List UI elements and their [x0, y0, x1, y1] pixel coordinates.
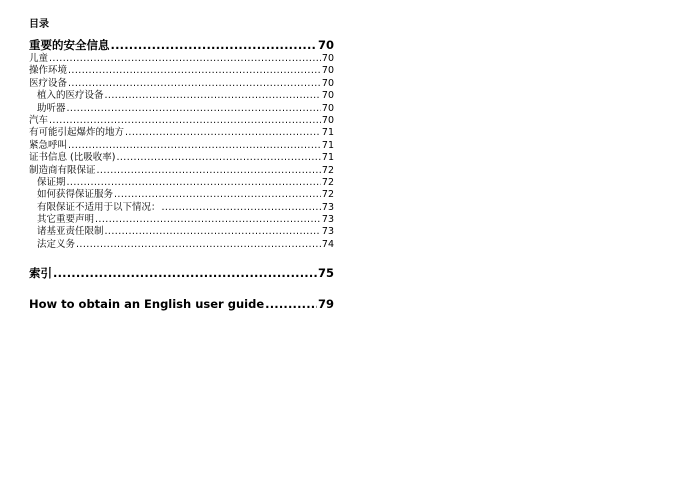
dot-leader [105, 90, 321, 102]
dot-leader [53, 266, 317, 281]
toc-entry-page-number: 71 [321, 139, 334, 151]
toc-entry[interactable] [29, 90, 334, 102]
toc-entry-page-number: 72 [321, 189, 334, 201]
toc-entry-title: 植入的医疗设备 [37, 90, 104, 102]
toc-entry-title: 有可能引起爆炸的地方 [29, 127, 125, 139]
table-of-contents [29, 38, 334, 312]
toc-entry-page-number: 75 [317, 266, 334, 281]
toc-entry-page-number: 72 [321, 164, 334, 176]
dot-leader [68, 65, 321, 77]
toc-entry-title: 有限保证不适用于以下情况： [37, 201, 161, 213]
dot-leader [49, 53, 321, 65]
toc-entry-title: 制造商有限保证 [29, 164, 96, 176]
toc-entry[interactable] [29, 152, 334, 164]
toc-entry-page-number: 70 [317, 38, 334, 52]
dot-leader [68, 140, 321, 152]
toc-entry-title: 如何获得保证服务 [37, 189, 114, 201]
toc-entry[interactable] [29, 53, 334, 65]
toc-entry-title: 紧急呼叫 [29, 139, 68, 151]
toc-entry-title: 其它重要声明 [37, 214, 95, 226]
toc-entry-title: 证书信息 (比吸收率) [29, 152, 116, 164]
toc-entry[interactable] [29, 202, 334, 214]
dot-leader [49, 115, 321, 127]
dot-leader [97, 165, 321, 177]
toc-entry-page-number: 70 [321, 102, 334, 114]
toc-entry-title: 汽车 [29, 114, 49, 126]
toc-entry[interactable] [29, 297, 334, 312]
toc-entry-title: 保证期 [37, 176, 66, 188]
toc-entry[interactable] [29, 78, 334, 90]
toc-entry-title: 重要的安全信息 [29, 38, 110, 52]
toc-entry[interactable] [29, 38, 334, 53]
dot-leader [116, 152, 320, 164]
toc-entry-page-number: 73 [321, 201, 334, 213]
toc-page [29, 18, 334, 312]
toc-entry[interactable] [29, 214, 334, 226]
toc-entry-title: How to obtain an English user guide [29, 297, 265, 312]
toc-entry-title: 儿童 [29, 53, 49, 64]
toc-entry-title: 操作环境 [29, 65, 68, 77]
toc-entry[interactable] [29, 127, 334, 139]
dot-leader [111, 38, 317, 53]
dot-leader [76, 239, 321, 251]
toc-entry-title: 诸基亚责任限制 [37, 226, 104, 238]
toc-entry[interactable] [29, 226, 334, 238]
toc-entry-page-number: 70 [321, 53, 334, 64]
toc-entry-title: 法定义务 [37, 238, 76, 250]
toc-entry-page-number: 72 [321, 176, 334, 188]
toc-entry-page-number: 71 [321, 127, 334, 139]
toc-entry-page-number: 70 [321, 77, 334, 89]
dot-leader [265, 297, 317, 312]
toc-entry-page-number: 70 [321, 65, 334, 77]
toc-entry[interactable] [29, 65, 334, 77]
dot-leader [105, 226, 321, 238]
toc-entry[interactable] [29, 165, 334, 177]
dot-leader [125, 127, 321, 139]
toc-entry-page-number: 79 [317, 297, 334, 312]
toc-entry-page-number: 70 [321, 90, 334, 102]
toc-entry[interactable] [29, 177, 334, 189]
toc-entry-page-number: 74 [321, 238, 334, 250]
toc-entry-page-number: 70 [321, 114, 334, 126]
toc-entry[interactable] [29, 103, 334, 115]
toc-entry[interactable] [29, 189, 334, 201]
toc-entry[interactable] [29, 115, 334, 127]
toc-entry-title: 助听器 [37, 102, 66, 114]
toc-heading: 目录 [29, 19, 49, 30]
dot-leader [68, 78, 321, 90]
toc-entry[interactable] [29, 266, 334, 281]
dot-leader [67, 177, 321, 189]
toc-entry-page-number: 73 [321, 226, 334, 238]
dot-leader [162, 202, 321, 214]
toc-entry-page-number: 73 [321, 214, 334, 226]
dot-leader [67, 103, 321, 115]
toc-entry-page-number: 71 [321, 152, 334, 164]
toc-entry-title: 医疗设备 [29, 77, 68, 89]
toc-entry[interactable] [29, 140, 334, 152]
dot-leader [95, 214, 321, 226]
dot-leader [114, 189, 321, 201]
toc-entry[interactable] [29, 239, 334, 251]
toc-entry-title: 索引 [29, 266, 52, 281]
